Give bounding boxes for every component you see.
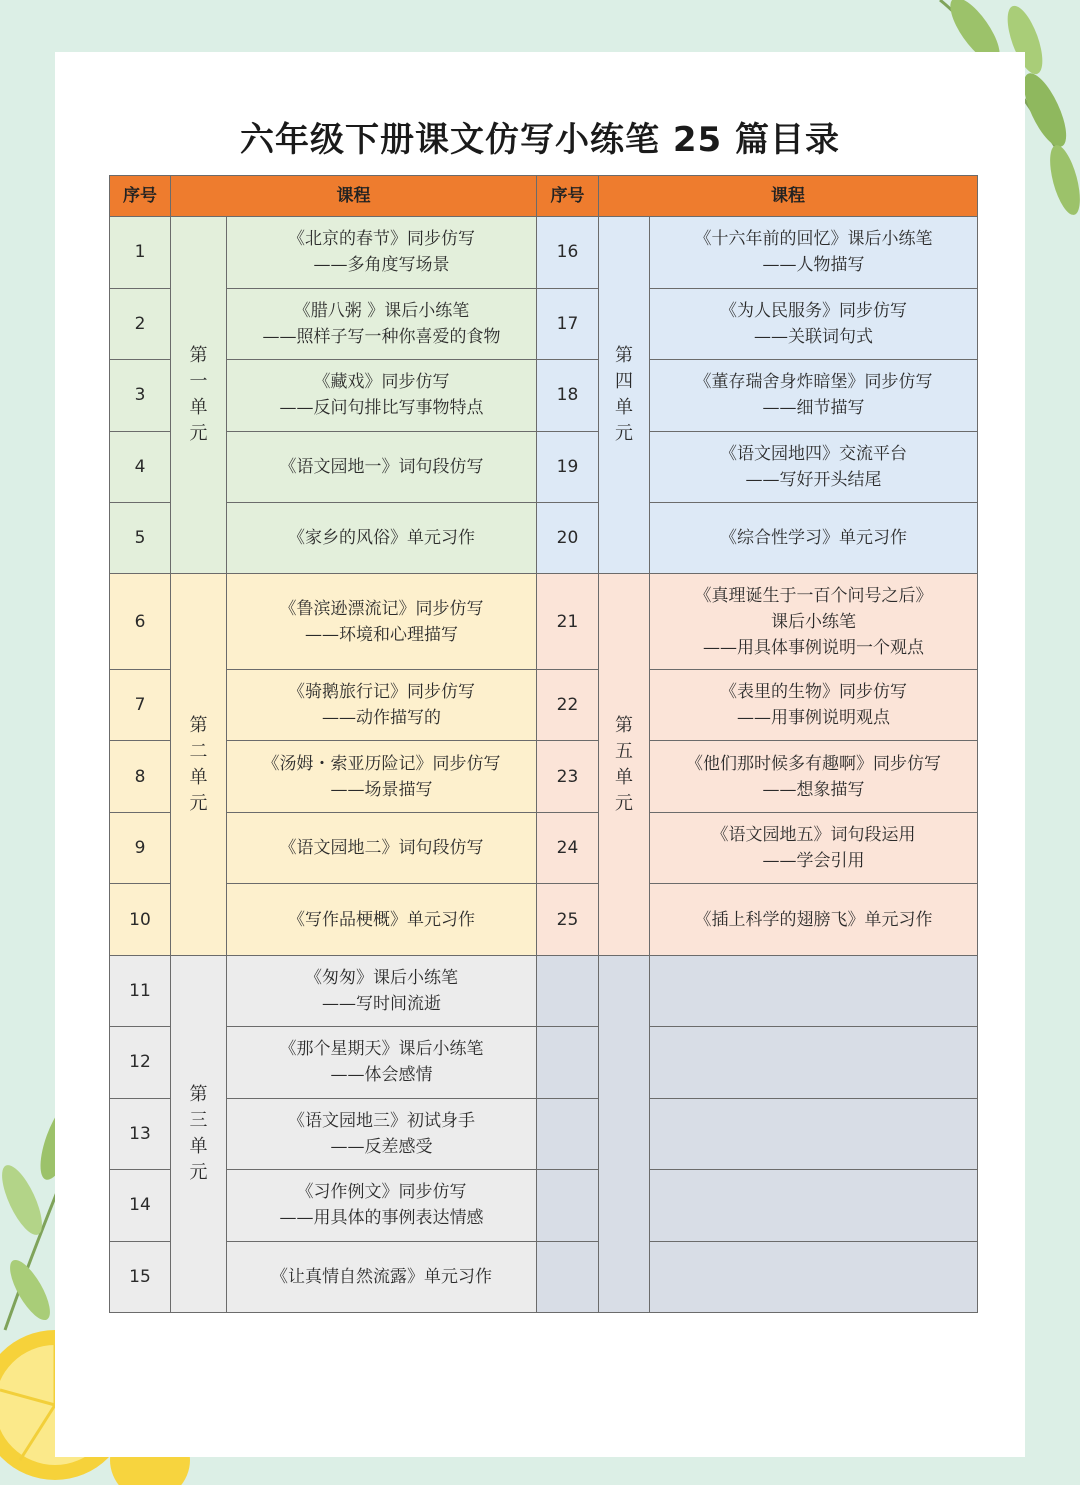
empty-cell bbox=[650, 1027, 978, 1098]
lesson-number: 21 bbox=[537, 574, 599, 670]
lesson-number: 17 bbox=[537, 288, 599, 359]
lesson-title: 《汤姆・索亚历险记》同步仿写 ——场景描写 bbox=[227, 741, 537, 812]
table-row bbox=[110, 1170, 978, 1241]
lesson-number: 18 bbox=[537, 360, 599, 431]
empty-cell bbox=[537, 1170, 599, 1241]
table-row bbox=[110, 955, 978, 1026]
table-row bbox=[110, 670, 978, 741]
lesson-title: 《语文园地三》初试身手 ——反差感受 bbox=[227, 1098, 537, 1169]
empty-cell bbox=[537, 1098, 599, 1169]
header-course-left: 课程 bbox=[171, 176, 537, 217]
table-row bbox=[110, 1098, 978, 1169]
lesson-number: 11 bbox=[110, 955, 171, 1026]
table-row bbox=[110, 288, 978, 359]
lesson-number: 14 bbox=[110, 1170, 171, 1241]
unit-label-3: 第三单元 bbox=[171, 955, 227, 1312]
header-seq-left: 序号 bbox=[110, 176, 171, 217]
lesson-title: 《表里的生物》同步仿写 ——用事例说明观点 bbox=[650, 670, 978, 741]
lesson-title: 《语文园地一》词句段仿写 bbox=[227, 431, 537, 502]
lesson-title: 《藏戏》同步仿写 ——反问句排比写事物特点 bbox=[227, 360, 537, 431]
empty-cell bbox=[537, 1241, 599, 1312]
header-seq-right: 序号 bbox=[537, 176, 599, 217]
empty-cell bbox=[537, 955, 599, 1026]
table-row bbox=[110, 741, 978, 812]
lesson-number: 19 bbox=[537, 431, 599, 502]
lesson-number: 4 bbox=[110, 431, 171, 502]
header-row bbox=[110, 176, 978, 217]
table-row bbox=[110, 503, 978, 574]
table-row bbox=[110, 574, 978, 670]
empty-cell bbox=[650, 1098, 978, 1169]
lesson-number: 1 bbox=[110, 217, 171, 288]
lesson-number: 20 bbox=[537, 503, 599, 574]
lesson-number: 15 bbox=[110, 1241, 171, 1312]
table-row bbox=[110, 884, 978, 955]
lesson-title: 《董存瑞舍身炸暗堡》同步仿写 ——细节描写 bbox=[650, 360, 978, 431]
unit-label-5: 第五单元 bbox=[599, 574, 650, 955]
lesson-title: 《骑鹅旅行记》同步仿写 ——动作描写的 bbox=[227, 670, 537, 741]
unit-label-1: 第一单元 bbox=[171, 217, 227, 574]
lesson-title: 《插上科学的翅膀飞》单元习作 bbox=[650, 884, 978, 955]
lesson-title: 《匆匆》课后小练笔 ——写时间流逝 bbox=[227, 955, 537, 1026]
lesson-title: 《习作例文》同步仿写 ——用具体的事例表达情感 bbox=[227, 1170, 537, 1241]
lesson-title: 《腊八粥 》课后小练笔 ——照样子写一种你喜爱的食物 bbox=[227, 288, 537, 359]
lesson-title: 《综合性学习》单元习作 bbox=[650, 503, 978, 574]
lesson-title: 《语文园地二》词句段仿写 bbox=[227, 812, 537, 883]
lesson-title: 《为人民服务》同步仿写 ——关联词句式 bbox=[650, 288, 978, 359]
lesson-title: 《北京的春节》同步仿写 ——多角度写场景 bbox=[227, 217, 537, 288]
lesson-title: 《语文园地五》词句段运用 ——学会引用 bbox=[650, 812, 978, 883]
lesson-number: 6 bbox=[110, 574, 171, 670]
lesson-title: 《十六年前的回忆》课后小练笔 ——人物描写 bbox=[650, 217, 978, 288]
table-row bbox=[110, 217, 978, 288]
lesson-number: 22 bbox=[537, 670, 599, 741]
table-row bbox=[110, 1241, 978, 1312]
empty-unit-cell bbox=[599, 955, 650, 1312]
lesson-title: 《真理诞生于一百个问号之后》 课后小练笔 ——用具体事例说明一个观点 bbox=[650, 574, 978, 670]
table-row bbox=[110, 360, 978, 431]
lesson-number: 25 bbox=[537, 884, 599, 955]
header-course-right: 课程 bbox=[599, 176, 978, 217]
empty-cell bbox=[650, 955, 978, 1026]
unit-label-2: 第二单元 bbox=[171, 574, 227, 955]
lesson-title: 《让真情自然流露》单元习作 bbox=[227, 1241, 537, 1312]
unit-label-4: 第四单元 bbox=[599, 217, 650, 574]
lesson-number: 10 bbox=[110, 884, 171, 955]
empty-cell bbox=[650, 1170, 978, 1241]
lesson-number: 8 bbox=[110, 741, 171, 812]
lesson-number: 5 bbox=[110, 503, 171, 574]
lesson-title: 《鲁滨逊漂流记》同步仿写 ——环境和心理描写 bbox=[227, 574, 537, 670]
lesson-title: 《家乡的风俗》单元习作 bbox=[227, 503, 537, 574]
empty-cell bbox=[650, 1241, 978, 1312]
lesson-title: 《语文园地四》交流平台 ——写好开头结尾 bbox=[650, 431, 978, 502]
lesson-number: 2 bbox=[110, 288, 171, 359]
lesson-number: 3 bbox=[110, 360, 171, 431]
lesson-number: 16 bbox=[537, 217, 599, 288]
lesson-title: 《那个星期天》课后小练笔 ——体会感情 bbox=[227, 1027, 537, 1098]
empty-cell bbox=[537, 1027, 599, 1098]
lesson-number: 7 bbox=[110, 670, 171, 741]
lesson-number: 13 bbox=[110, 1098, 171, 1169]
table-row bbox=[110, 812, 978, 883]
lesson-title: 《写作品梗概》单元习作 bbox=[227, 884, 537, 955]
lesson-number: 9 bbox=[110, 812, 171, 883]
table-row bbox=[110, 1027, 978, 1098]
toc-table bbox=[109, 175, 978, 1313]
lesson-title: 《他们那时候多有趣啊》同步仿写 ——想象描写 bbox=[650, 741, 978, 812]
lesson-number: 12 bbox=[110, 1027, 171, 1098]
lesson-number: 23 bbox=[537, 741, 599, 812]
lesson-number: 24 bbox=[537, 812, 599, 883]
page-title: 六年级下册课文仿写小练笔 25 篇目录 bbox=[240, 120, 840, 160]
table-row bbox=[110, 431, 978, 502]
